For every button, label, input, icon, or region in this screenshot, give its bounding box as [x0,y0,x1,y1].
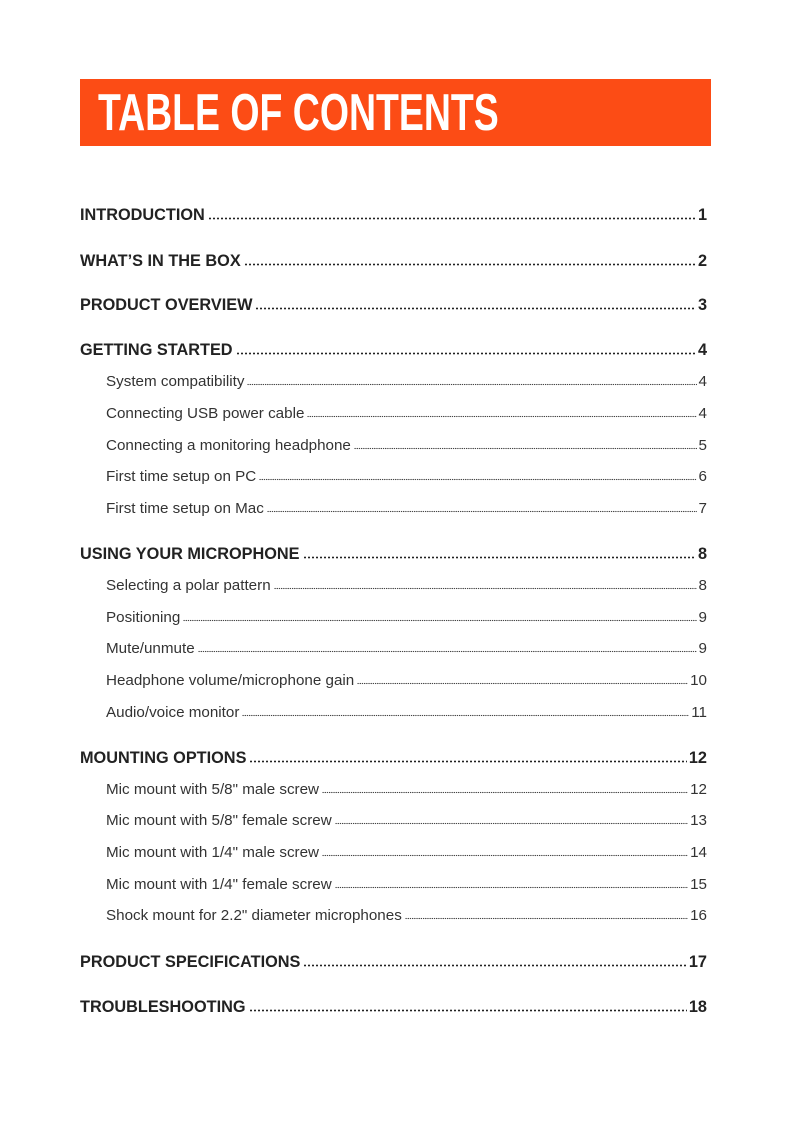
dot-leader [267,501,697,513]
dot-leader [236,343,696,355]
toc-label: First time setup on Mac [106,500,264,517]
dot-leader [259,469,696,481]
toc-page-number: 2 [697,252,707,270]
toc-subentry-system-compatibility[interactable] [106,371,707,393]
dot-leader [242,705,689,717]
dot-leader [198,641,697,653]
toc-entry-mounting-options[interactable] [80,747,707,769]
toc-entry-getting-started[interactable] [80,339,707,361]
dot-leader [249,751,686,763]
toc-label: Positioning [106,609,181,626]
toc-label: Audio/voice monitor [106,704,240,721]
toc-page-number: 11 [691,704,707,721]
toc-subentry-mount-58-male[interactable] [106,779,707,801]
toc-label: INTRODUCTION [80,206,205,224]
toc-label: PRODUCT OVERVIEW [80,296,253,314]
toc-label: PRODUCT SPECIFICATIONS [80,953,301,971]
toc-label: Connecting a monitoring headphone [106,437,351,454]
toc-label: MOUNTING OPTIONS [80,749,247,767]
toc-label: Mic mount with 5/8" male screw [106,781,320,798]
toc-entry-using-your-microphone[interactable] [80,543,707,565]
toc-label: Headphone volume/microphone gain [106,672,355,689]
toc-page-number: 7 [698,500,707,517]
toc-subentry-setup-pc[interactable] [106,466,707,488]
toc-page-number: 8 [697,545,707,563]
toc-label: TROUBLESHOOTING [80,998,246,1016]
toc-page-number: 17 [688,953,707,971]
toc-subentry-mount-14-male[interactable] [106,842,707,864]
toc-page-number: 18 [688,998,707,1016]
toc-page-number: 10 [690,672,707,689]
toc-subentry-mute-unmute[interactable] [106,638,707,660]
dot-leader [274,578,697,590]
toc-entry-product-specifications[interactable] [80,951,707,973]
toc-subentry-positioning[interactable] [106,607,707,629]
toc-page-number: 13 [690,812,707,829]
dot-leader [249,1000,687,1012]
toc-page-number: 4 [698,373,707,390]
dot-leader [247,374,696,386]
toc-page-number: 14 [690,844,707,861]
dot-leader [322,845,688,857]
toc-page-number: 9 [698,640,707,657]
toc-subentry-monitoring-headphone[interactable] [106,435,707,457]
dot-leader [303,955,686,967]
toc-label: Selecting a polar pattern [106,577,271,594]
toc-page-number: 4 [697,341,707,359]
toc-subentry-connecting-usb[interactable] [106,403,707,425]
toc-entry-troubleshooting[interactable] [80,996,707,1018]
toc-label: WHAT’S IN THE BOX [80,252,241,270]
dot-leader [322,782,688,794]
toc-subentry-mount-58-female[interactable] [106,810,707,832]
toc-subentry-shock-mount[interactable] [106,905,707,927]
toc-page-number: 5 [698,437,707,454]
toc-label: Mic mount with 5/8" female screw [106,812,332,829]
dot-leader [244,254,696,266]
toc-subentry-setup-mac[interactable] [106,498,707,520]
toc-label: First time setup on PC [106,468,257,485]
toc-subentry-audio-voice-monitor[interactable] [106,702,707,724]
dot-leader [303,547,696,559]
toc-label: Shock mount for 2.2" diameter microphones [106,907,402,924]
toc-page-number: 12 [690,781,707,798]
toc-page-number: 8 [698,577,707,594]
toc-subentry-polar-pattern[interactable] [106,575,707,597]
toc-label: Mute/unmute [106,640,195,657]
toc-label: Mic mount with 1/4" male screw [106,844,320,861]
toc-label: Connecting USB power cable [106,405,305,422]
toc-page-number: 1 [697,206,707,224]
dot-leader [357,673,688,685]
toc-page-number: 4 [698,405,707,422]
toc-label: Mic mount with 1/4" female screw [106,876,332,893]
toc-page-number: 15 [690,876,707,893]
toc-subentry-headphone-volume[interactable] [106,670,707,692]
dot-leader [335,813,688,825]
toc-label: USING YOUR MICROPHONE [80,545,300,563]
toc-label: System compatibility [106,373,245,390]
dot-leader [354,438,697,450]
toc-label: GETTING STARTED [80,341,233,359]
toc-entry-introduction[interactable] [80,204,707,226]
toc-entry-whats-in-the-box[interactable] [80,250,707,272]
page-title: TABLE OF CONTENTS [98,84,499,142]
dot-leader [183,610,696,622]
toc-page-number: 9 [698,609,707,626]
toc-page-number: 3 [697,296,707,314]
toc-subentry-mount-14-female[interactable] [106,874,707,896]
toc-page-number: 12 [688,749,707,767]
dot-leader [307,406,696,418]
dot-leader [335,877,688,889]
toc-entry-product-overview[interactable] [80,294,707,316]
dot-leader [255,298,695,310]
dot-leader [405,908,688,920]
dot-leader [208,208,696,220]
toc-page-number: 6 [698,468,707,485]
toc-page-number: 16 [690,907,707,924]
